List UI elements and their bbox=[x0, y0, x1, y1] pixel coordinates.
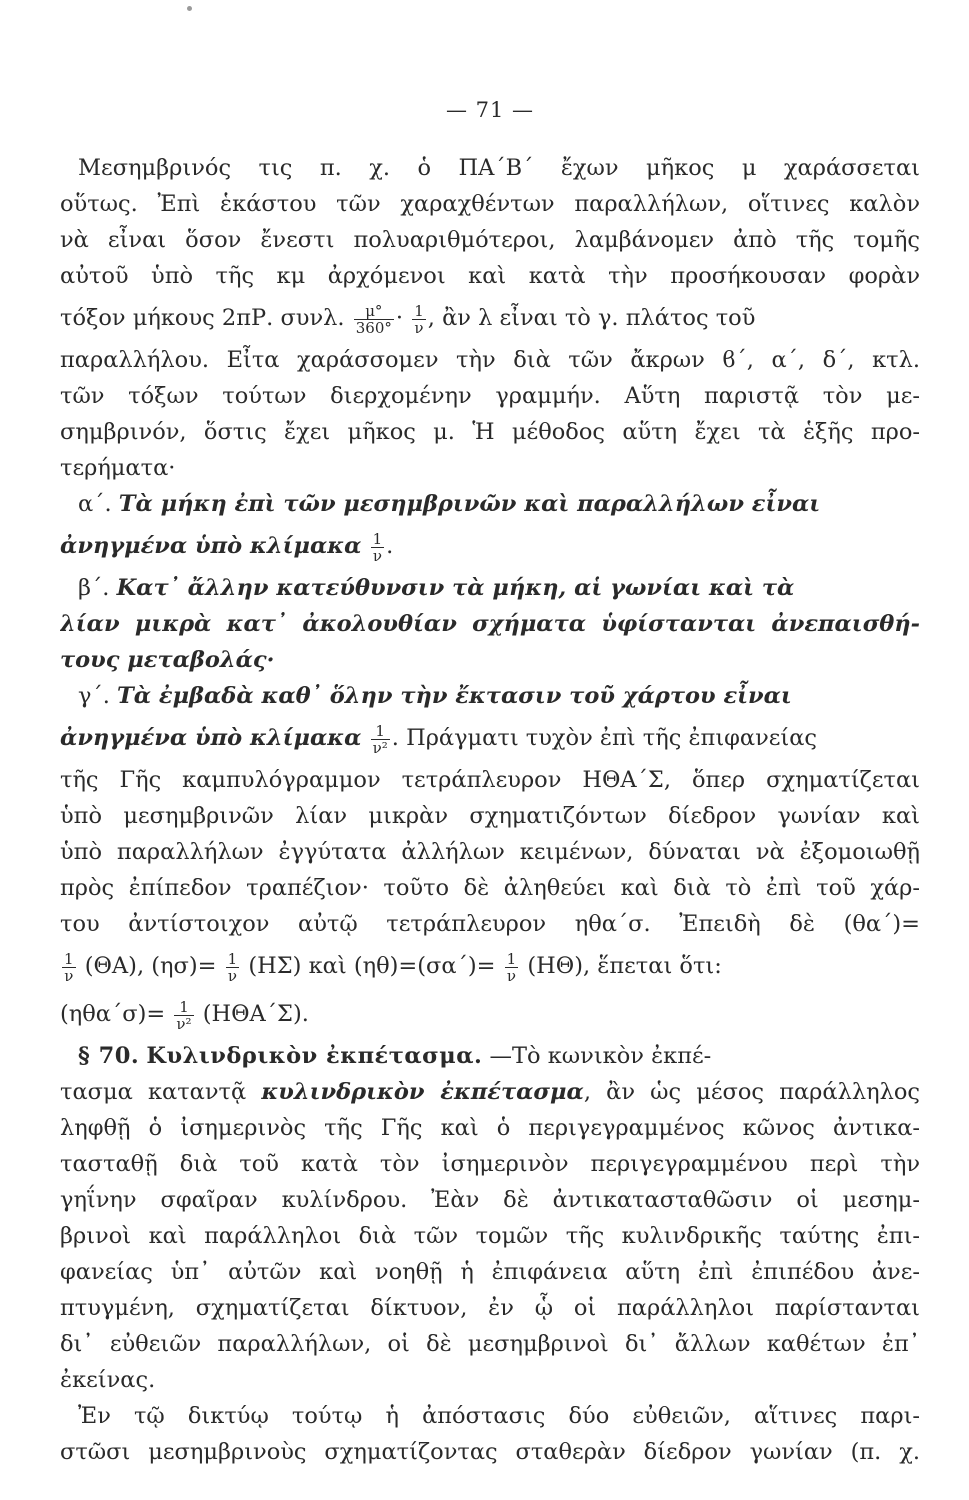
text-line: Ἐν τῷ δικτύῳ τούτῳ ἡ ἀπόστασις δύο εὐθειῶν, αἵτινες παρι- bbox=[78, 1403, 920, 1429]
section-number: § 70. bbox=[78, 1043, 140, 1069]
text-line: τῶν τόξων τούτων διερχομένην γραμμήν. Αὕτη παριστᾷ τὸν με- bbox=[60, 383, 920, 409]
section-heading bbox=[60, 1038, 920, 1074]
text-line: οὕτως. Ἐπὶ ἑκάστου τῶν χαραχθέντων παραλλήλων, οἵτινες καλὸν bbox=[60, 191, 920, 217]
fraction-denominator: ν bbox=[227, 966, 237, 985]
point-text: ἀνηγμένα ὑπὸ κλίμακα bbox=[60, 725, 362, 751]
section-title: Κυλινδρικὸν ἐκπέτασμα. bbox=[146, 1043, 483, 1069]
text-line: ὑπὸ μεσημβρινῶν λίαν μικρὰν σχηματιζόντων δίεδρον γωνίαν καὶ bbox=[60, 803, 920, 829]
fraction bbox=[174, 999, 193, 1032]
formula-line bbox=[60, 990, 920, 1038]
formula-term: (ηθα΄σ)= bbox=[60, 1001, 166, 1027]
text-fragment: . bbox=[386, 533, 394, 559]
point-label: α΄. bbox=[78, 491, 112, 517]
speck bbox=[187, 6, 192, 11]
fraction-numerator: 1 bbox=[64, 949, 74, 968]
formula-term: (ΗΘ), ἕπεται ὅτι: bbox=[527, 953, 722, 979]
text-line: ὑπὸ παραλλήλων ἐγγύτατα ἀλλήλων κειμένων, δύναται νὰ ἐξομοιωθῇ bbox=[60, 839, 920, 865]
text-line: τασμα καταντᾷ κυλινδρικὸν ἐκπέτασμα, ἂν ὡς μέσος παράλληλος bbox=[60, 1079, 920, 1105]
text-line: βρινοὶ καὶ παράλληλοι διὰ τῶν τομῶν τῆς κυλινδρικῆς ταύτης ἐπι- bbox=[60, 1223, 920, 1249]
fraction-denominator: 360° bbox=[355, 318, 392, 337]
fraction-numerator: 1 bbox=[372, 529, 383, 548]
text-line: αὐτοῦ ὑπὸ τῆς κμ ἀρχόμενοι καὶ κατὰ τὴν προσήκουσαν φορὰν bbox=[60, 263, 920, 289]
text-line: σημβρινόν, ὅστις ἔχει μῆκος μ. Ἡ μέθοδος αὕτη ἔχει τὰ ἑξῆς προ- bbox=[60, 419, 920, 445]
fraction bbox=[371, 723, 390, 756]
text-line: τους μεταβολάς· bbox=[60, 647, 275, 673]
text-line: πτυγμένη, σχηματίζεται δίκτυον, ἐν ᾧ οἱ παράλληλοι παρίστανται bbox=[60, 1295, 920, 1321]
fraction-denominator: ν bbox=[414, 318, 424, 337]
arc-length-line: τόξον μήκους 2πΡ. συνλ. $\frac{\mu^\circ}{360^\circ}$ · $\frac{1}{\nu}$ , ἂν λ εἶναι τὸ γ. πλάτος τοῦ bbox=[60, 301, 756, 337]
page-number: — 71 — bbox=[445, 98, 535, 122]
point-b bbox=[60, 570, 920, 606]
text-line: λίαν μικρὰ κατ᾽ ἀκολουθίαν σχήματα ὑφίστανται ἀνεπαισθή- bbox=[60, 611, 920, 637]
text-line: φανείας ὑπ᾽ αὐτῶν καὶ νοηθῇ ἡ ἐπιφάνεια αὕτη ἐπὶ ἐπιπέδου ἀνε- bbox=[60, 1259, 920, 1285]
fraction-numerator: μ° bbox=[354, 303, 394, 320]
formula-term: (ΘΑ), (ησ)= bbox=[84, 953, 217, 979]
formula-line bbox=[60, 942, 920, 990]
body-text bbox=[60, 150, 920, 1470]
fraction-denominator: ν² bbox=[372, 738, 388, 757]
point-text: Τὰ μήκη ἐπὶ τῶν μεσημβρινῶν καὶ παραλλήλων εἶναι bbox=[118, 491, 821, 517]
text-fragment: τόξον μήκους 2πΡ. συνλ. bbox=[60, 305, 345, 331]
text-line: νὰ εἶναι ὅσον ἔνεστι πολυαριθμότεροι, λαμβάνομεν ἀπὸ τῆς τομῆς bbox=[60, 227, 920, 253]
point-label: γ΄. bbox=[78, 683, 110, 709]
emphasis: κυλινδρικὸν ἐκπέτασμα bbox=[261, 1079, 584, 1105]
fraction-numerator: 1 bbox=[506, 949, 517, 968]
point-label: β΄. bbox=[78, 575, 110, 601]
text-line: τερήματα· bbox=[60, 455, 176, 481]
formula-term: (ΗΘΑ΄Σ). bbox=[202, 1001, 309, 1027]
formula-term: (ΗΣ) καὶ (ηθ)=(σα΄)= bbox=[248, 953, 496, 979]
fraction bbox=[354, 303, 394, 336]
point-text: Κατ᾽ ἄλλην κατεύθυνσιν τὰ μήκη, αἱ γωνίαι καὶ τὰ bbox=[116, 575, 795, 601]
text-line: του ἀντίστοιχον αὐτῷ τετράπλευρον ηθα΄σ. Ἐπειδὴ δὲ (θα΄)= bbox=[60, 911, 920, 937]
text-line: γηΐνην σφαῖραν κυλίνδρου. Ἐὰν δὲ ἀντικατασταθῶσιν οἱ μεσημ- bbox=[60, 1187, 920, 1213]
fraction-denominator: ν bbox=[64, 966, 74, 985]
text-line: στῶσι μεσημβρινοὺς σχηματίζοντας σταθερὰν δίεδρον γωνίαν (π. χ. bbox=[60, 1439, 920, 1465]
point-text: Τὰ ἐμβαδὰ καθ᾽ ὅλην τὴν ἔκτασιν τοῦ χάρτου εἶναι bbox=[117, 683, 792, 709]
fraction bbox=[62, 951, 76, 984]
text-line: Μεσημβρινός τις π. χ. ὁ ΠΑ΄Β΄ ἔχων μῆκος μ χαράσσεται bbox=[78, 155, 920, 181]
text-line: ληφθῇ ὁ ἰσημερινὸς τῆς Γῆς καὶ ὁ περιγεγραμμένος κῶνος ἀντικα- bbox=[60, 1115, 920, 1141]
fraction bbox=[505, 951, 519, 984]
text-line: ἐκείνας. bbox=[60, 1367, 156, 1393]
point-c-continuation bbox=[60, 714, 920, 762]
point-text: ἀνηγμένα ὑπὸ κλίμακα bbox=[60, 533, 362, 559]
fraction-denominator: ν bbox=[372, 546, 382, 565]
text-line: παραλλήλου. Εἶτα χαράσσομεν τὴν διὰ τῶν ἄκρων ϐ΄, α΄, δ΄, κτλ. bbox=[60, 347, 920, 373]
fraction-numerator: 1 bbox=[174, 999, 193, 1016]
fraction-denominator: ν² bbox=[176, 1014, 192, 1033]
text-fragment: ἂν λ εἶναι τὸ γ. πλάτος τοῦ bbox=[442, 305, 756, 331]
text-line: πρὸς ἐπίπεδον τραπέζιον· τοῦτο δὲ ἀληθεύει καὶ διὰ τὸ ἐπὶ τοῦ χάρ- bbox=[60, 875, 920, 901]
text-line: τῆς Γῆς καμπυλόγραμμον τετράπλευρον ΗΘΑ΄Σ, ὅπερ σχηματίζεται bbox=[60, 767, 920, 793]
text-fragment: . Πράγματι τυχὸν ἐπὶ τῆς ἐπιφανείας bbox=[391, 725, 818, 751]
fraction-numerator: 1 bbox=[227, 949, 238, 968]
point-a bbox=[60, 486, 920, 522]
document-page bbox=[60, 0, 920, 1500]
fraction bbox=[412, 303, 426, 336]
point-c bbox=[60, 678, 920, 714]
fraction bbox=[226, 951, 240, 984]
fraction bbox=[371, 531, 385, 564]
text-line: δι᾽ εὐθειῶν παραλλήλων, οἱ δὲ μεσημβρινοὶ δι᾽ ἄλλων καθέτων ἐπ᾽ bbox=[60, 1331, 920, 1357]
text-fragment: —Τὸ κωνικὸν ἐκπέ- bbox=[489, 1043, 712, 1069]
fraction-numerator: 1 bbox=[414, 301, 424, 320]
fraction-denominator: ν bbox=[506, 966, 516, 985]
point-a-continuation bbox=[60, 522, 920, 570]
fraction-numerator: 1 bbox=[371, 723, 390, 740]
text-line: τασταθῇ διὰ τοῦ κατὰ τὸν ἰσημερινὸν περιγεγραμμένου περὶ τὴν bbox=[60, 1151, 920, 1177]
